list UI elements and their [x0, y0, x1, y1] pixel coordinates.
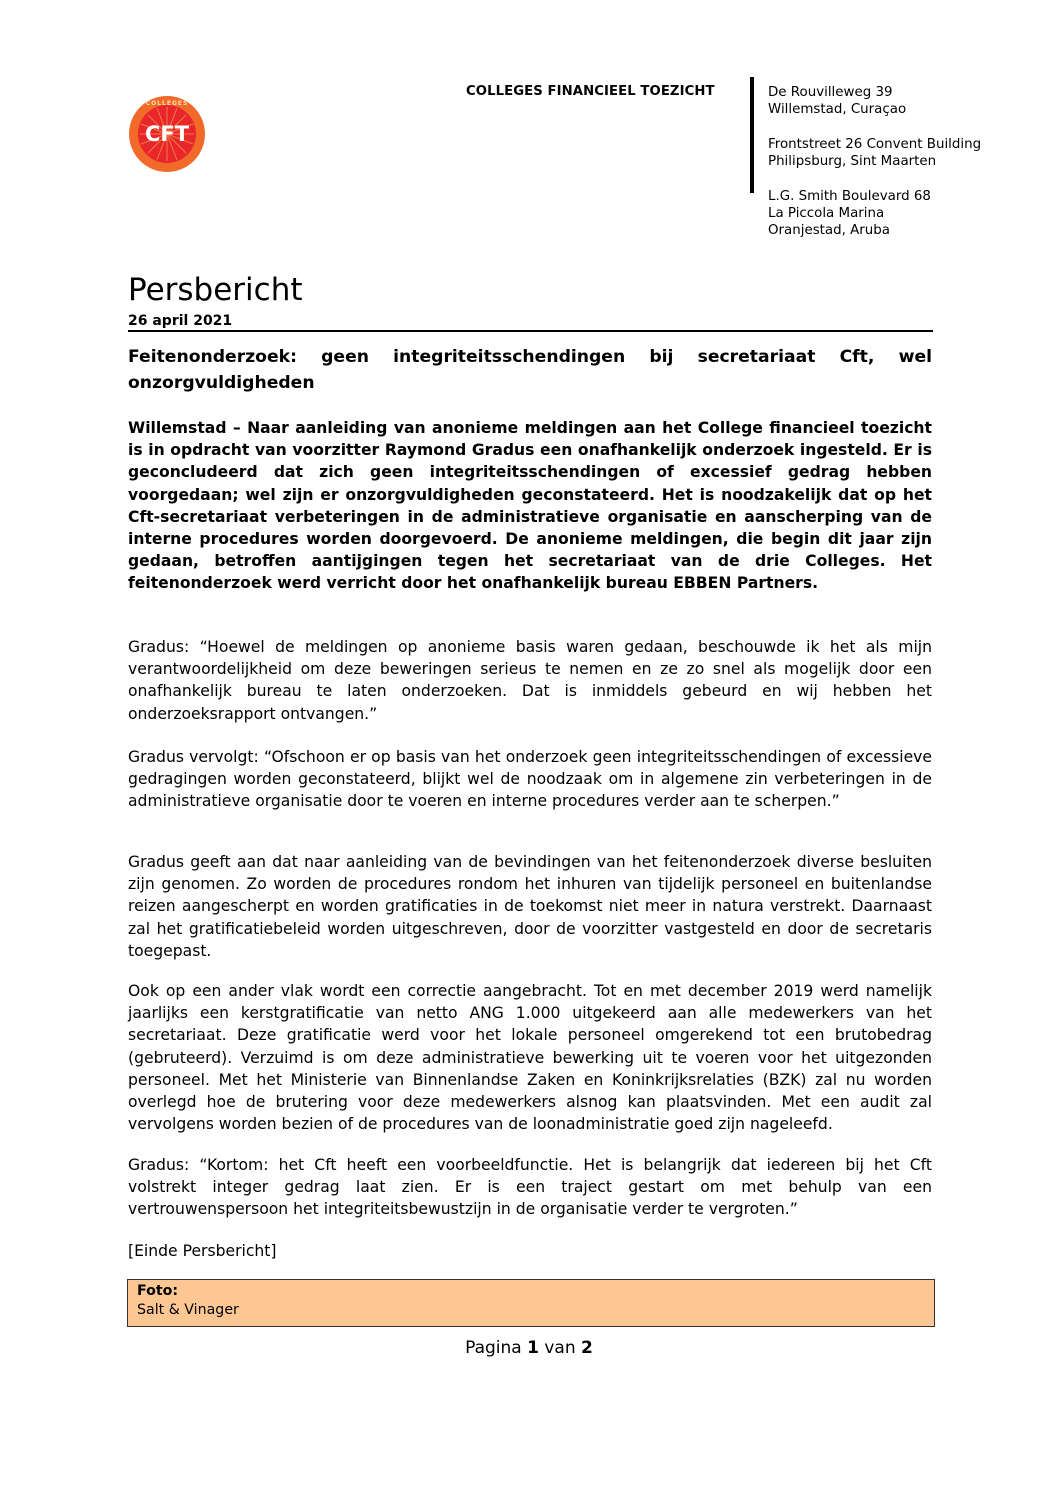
- address-line: La Piccola Marina: [768, 206, 885, 222]
- headline: Feitenonderzoek: geen integriteitsschendingen bij secretariaat Cft, wel onzorgvuldigheden: [128, 347, 932, 393]
- document-title: Persbericht: [128, 272, 303, 308]
- address-aruba: [768, 188, 981, 240]
- end-note: [Einde Persbericht]: [128, 1242, 277, 1260]
- cft-logo-icon: [128, 95, 206, 173]
- page-number: [0, 1338, 1058, 1358]
- photo-credit: Salt & Vinager: [137, 1302, 239, 1318]
- photo-label: Foto:: [137, 1283, 179, 1299]
- body-paragraph: Gradus: “Kortom: het Cft heeft een voorbeeldfunctie. Het is belangrijk dat iedereen bij het Cft volstrekt integer gedrag laat zien. Er is een traject gestart om met behulp van een vertrouwenspersoon het integriteitsbewustzijn in de organisatie verder te vergroten.”: [128, 1156, 932, 1219]
- title-divider: [128, 330, 933, 332]
- address-line: Frontstreet 26 Convent Building: [768, 136, 982, 152]
- page-prefix: Pagina: [465, 1338, 522, 1358]
- address-line: Philipsburg, Sint Maarten: [768, 154, 937, 170]
- svg-text:COLLEGES: COLLEGES: [145, 100, 189, 107]
- page-separator: van: [544, 1338, 576, 1358]
- organization-name: COLLEGES FINANCIEEL TOEZICHT: [466, 84, 715, 99]
- address-curacao: [768, 84, 981, 119]
- body-paragraph: Gradus geeft aan dat naar aanleiding van de bevindingen van het feitenonderzoek diverse besluiten zijn genomen. Zo worden de procedures rondom het inhuren van tijdelijk personeel en buitenlandse reizen aangescherpt en worden gratificaties in de toekomst niet meer in natura verstrekt. Daarnaast zal het gratificatiebeleid worden uitgeschreven, door de voorzitter vastgesteld en door de secretaris toegepast.: [128, 853, 932, 960]
- address-sint-maarten: [768, 136, 981, 171]
- body-paragraph: Gradus: “Hoewel de meldingen op anonieme basis waren gedaan, beschouwde ik het als mijn verantwoordelijkheid om deze beweringen serieus te nemen en ze zo snel als mogelijk door een onafhankelijk bureau te laten onderzoeken. Dat is inmiddels gebeurd en wij hebben het onderzoeksrapport ontvangen.”: [128, 638, 932, 723]
- address-line: De Rouvilleweg 39: [768, 85, 893, 100]
- address-block: [768, 84, 981, 257]
- photo-credit-box: [127, 1279, 935, 1327]
- page-current: 1: [527, 1338, 539, 1358]
- svg-text:CFT: CFT: [144, 122, 190, 146]
- page-total: 2: [581, 1338, 593, 1358]
- address-line: Willemstad, Curaçao: [768, 102, 907, 118]
- body-paragraph: Ook op een ander vlak wordt een correctie aangebracht. Tot en met december 2019 werd namelijk jaarlijks een kerstgratificatie van netto ANG 1.000 uitgekeerd aan alle medewerkers van het secretariaat. Deze gratificatie werd voor het lokale personeel omgerekend tot een brutobedrag (gebruteerd). Verzuimd is om deze administratieve bewerking uit te voeren voor het uitgezonden personeel. Met het Ministerie van Binnenlandse Zaken en Koninkrijksrelaties (BZK) zal nu worden overlegd hoe de brutering voor deze medewerkers alsnog kan plaatsvinden. Met een audit zal vervolgens worden bezien of de procedures van de loonadministratie goed zijn nageleefd.: [128, 982, 932, 1134]
- address-line: Oranjestad, Aruba: [768, 223, 890, 239]
- body-paragraph: Gradus vervolgt: “Ofschoon er op basis van het onderzoek geen integriteitsschendingen of excessieve gedragingen worden geconstateerd, blijkt wel de noodzaak om in algemene zin verbeteringen in de administratieve organisatie door te voeren en interne procedures verder aan te scherpen.”: [128, 748, 932, 811]
- lead-paragraph: Willemstad – Naar aanleiding van anonieme meldingen aan het College financieel toezicht is in opdracht van voorzitter Raymond Gradus een onafhankelijk onderzoek ingesteld. Er is geconcludeerd dat zich geen integriteitsschendingen of excessief gedrag hebben voorgedaan; wel zijn er onzorgvuldigheden geconstateerd. Het is noodzakelijk dat op het Cft-secretariaat verbeteringen in de administratieve organisatie en aanscherping van de interne procedures worden doorgevoerd. De anonieme meldingen, die begin dit jaar zijn gedaan, betroffen aantijgingen tegen het secretariaat van de drie Colleges. Het feitenonderzoek werd verricht door het onafhankelijk bureau EBBEN Partners.: [128, 419, 932, 593]
- document-date: 26 april 2021: [128, 313, 233, 329]
- header-divider: [750, 77, 754, 193]
- address-line: L.G. Smith Boulevard 68: [768, 188, 931, 204]
